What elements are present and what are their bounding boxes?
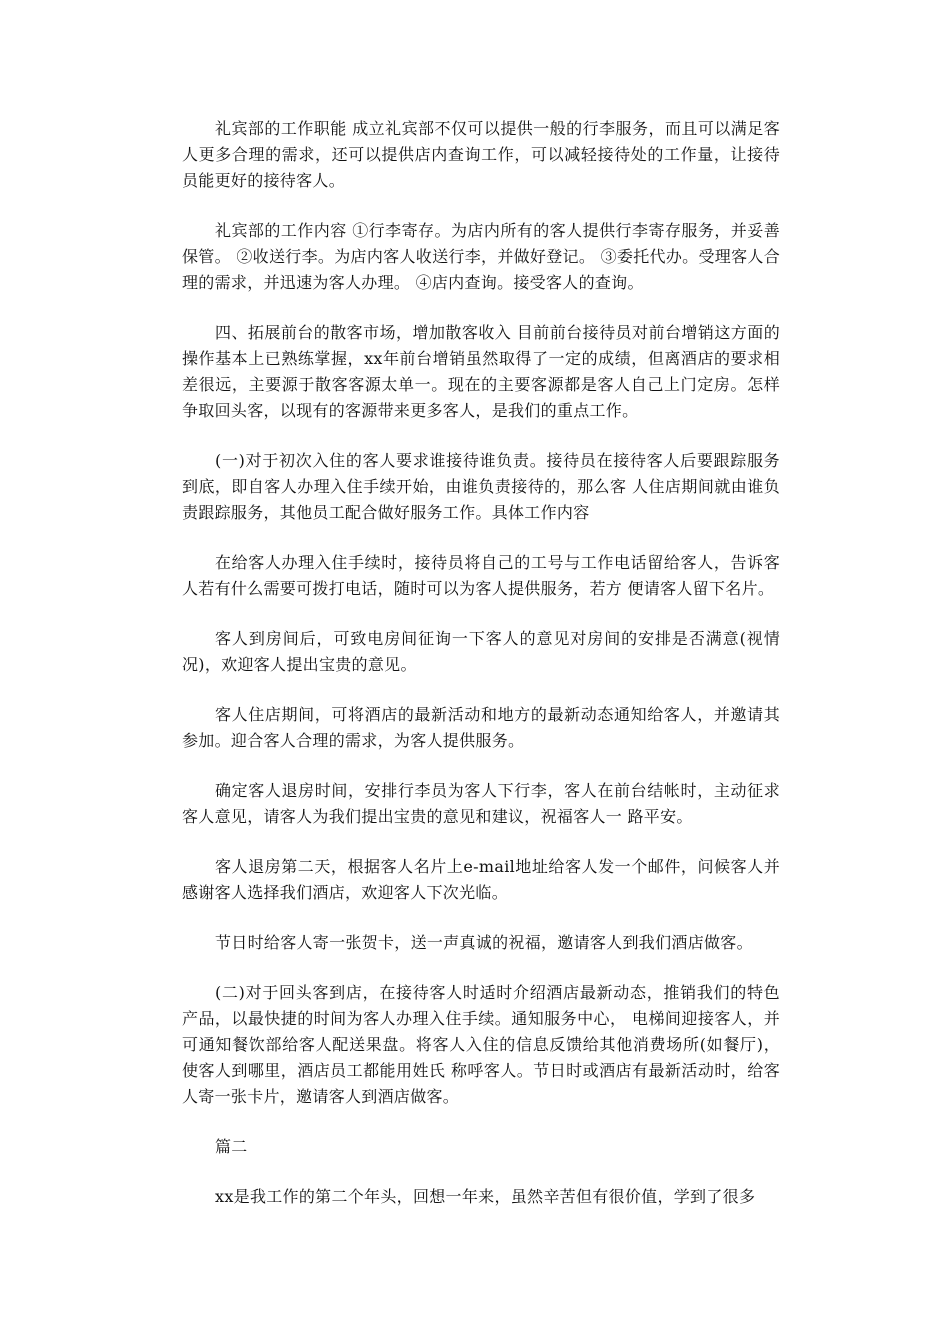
- paragraph-room-call: 客人到房间后，可致电房间征询一下客人的意见对房间的安排是否满意(视情况)，欢迎客人提出宝贵的意见。: [182, 629, 780, 674]
- paragraph-check-in: 在给客人办理入住手续时，接待员将自己的工号与工作电话留给客人，告诉客人若有什么需要可拨打电话，随时可以为客人提供服务，若方 便请客人留下名片。: [182, 553, 780, 598]
- paragraph-returning-guests: (二)对于回头客到店，在接待客人时适时介绍酒店最新动态，推销我们的特色产品，以最快捷的时间为客人办理入住手续。通知服务中心， 电梯间迎接客人，并可通知餐饮部给客人配送果盘。将客人入住的信息反馈给其他消费场所(如餐厅)，使客人到哪里，酒店员工都能用姓氏 称呼客人。节日时或酒店有最新活动时，给客人寄一张卡片，邀请客人到酒店做客。: [182, 983, 780, 1106]
- paragraph-year-review: xx是我工作的第二个年头，回想一年来，虽然辛苦但有很价值，学到了很多: [215, 1187, 756, 1206]
- paragraph-section-four: 四、拓展前台的散客市场，增加散客收入 目前前台接待员对前台增销这方面的操作基本上已熟练掌握，xx年前台增销虽然取得了一定的成绩，但离酒店的要求相差很远，主要源于散客客源太单一。现在的主要客源都是客人自己上门定房。怎样争取回头客，以现有的客源带来更多客人，是我们的重点工作。: [182, 323, 780, 420]
- paragraph-check-out: 确定客人退房时间，安排行李员为客人下行李，客人在前台结帐时，主动征求客人意见，请客人为我们提出宝贵的意见和建议，祝福客人一 路平安。: [182, 781, 780, 826]
- paragraph-concierge-functions: 礼宾部的工作职能 成立礼宾部不仅可以提供一般的行李服务，而且可以满足客人更多合理的需求，还可以提供店内查询工作，可以减轻接待处的工作量，让接待 员能更好的接待客人。: [182, 119, 780, 190]
- section-heading-part-two: 篇二: [215, 1137, 248, 1156]
- paragraph-follow-up-email: 客人退房第二天，根据客人名片上e-mail地址给客人发一个邮件，问候客人并感谢客人选择我们酒店，欢迎客人下次光临。: [182, 857, 780, 902]
- paragraph-concierge-duties: 礼宾部的工作内容 ①行李寄存。为店内所有的客人提供行李寄存服务，并妥善保管。 ②收送行李。为店内客人收送行李，并做好登记。 ③委托代办。受理客人合理的需求，并迅速为客人办理。 ④店内查询。接受客人的查询。: [182, 221, 780, 292]
- paragraph-holiday-card: 节日时给客人寄一张贺卡，送一声真诚的祝福，邀请客人到我们酒店做客。: [215, 933, 753, 952]
- paragraph-first-time-guests: (一)对于初次入住的客人要求谁接待谁负责。接待员在接待客人后要跟踪服务到底，即自客人办理入住手续开始，由谁负责接待的，那么客 人住店期间就由谁负责跟踪服务，其他员工配合做好服务工作。具体工作内容: [182, 451, 780, 522]
- paragraph-during-stay: 客人住店期间，可将酒店的最新活动和地方的最新动态通知给客人，并邀请其参加。迎合客人合理的需求，为客人提供服务。: [182, 705, 780, 750]
